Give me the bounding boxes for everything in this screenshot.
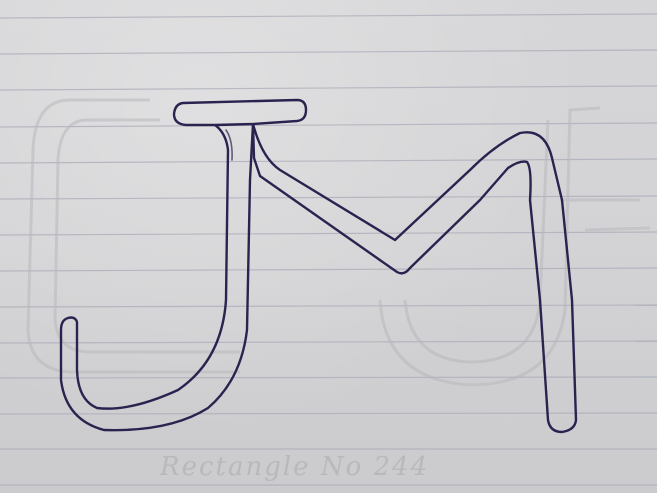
m-outline (253, 124, 576, 432)
j-stem-outline (61, 124, 253, 430)
show-through-caption: Rectangle No 244 (160, 452, 430, 482)
j-serif-outline (174, 100, 306, 125)
